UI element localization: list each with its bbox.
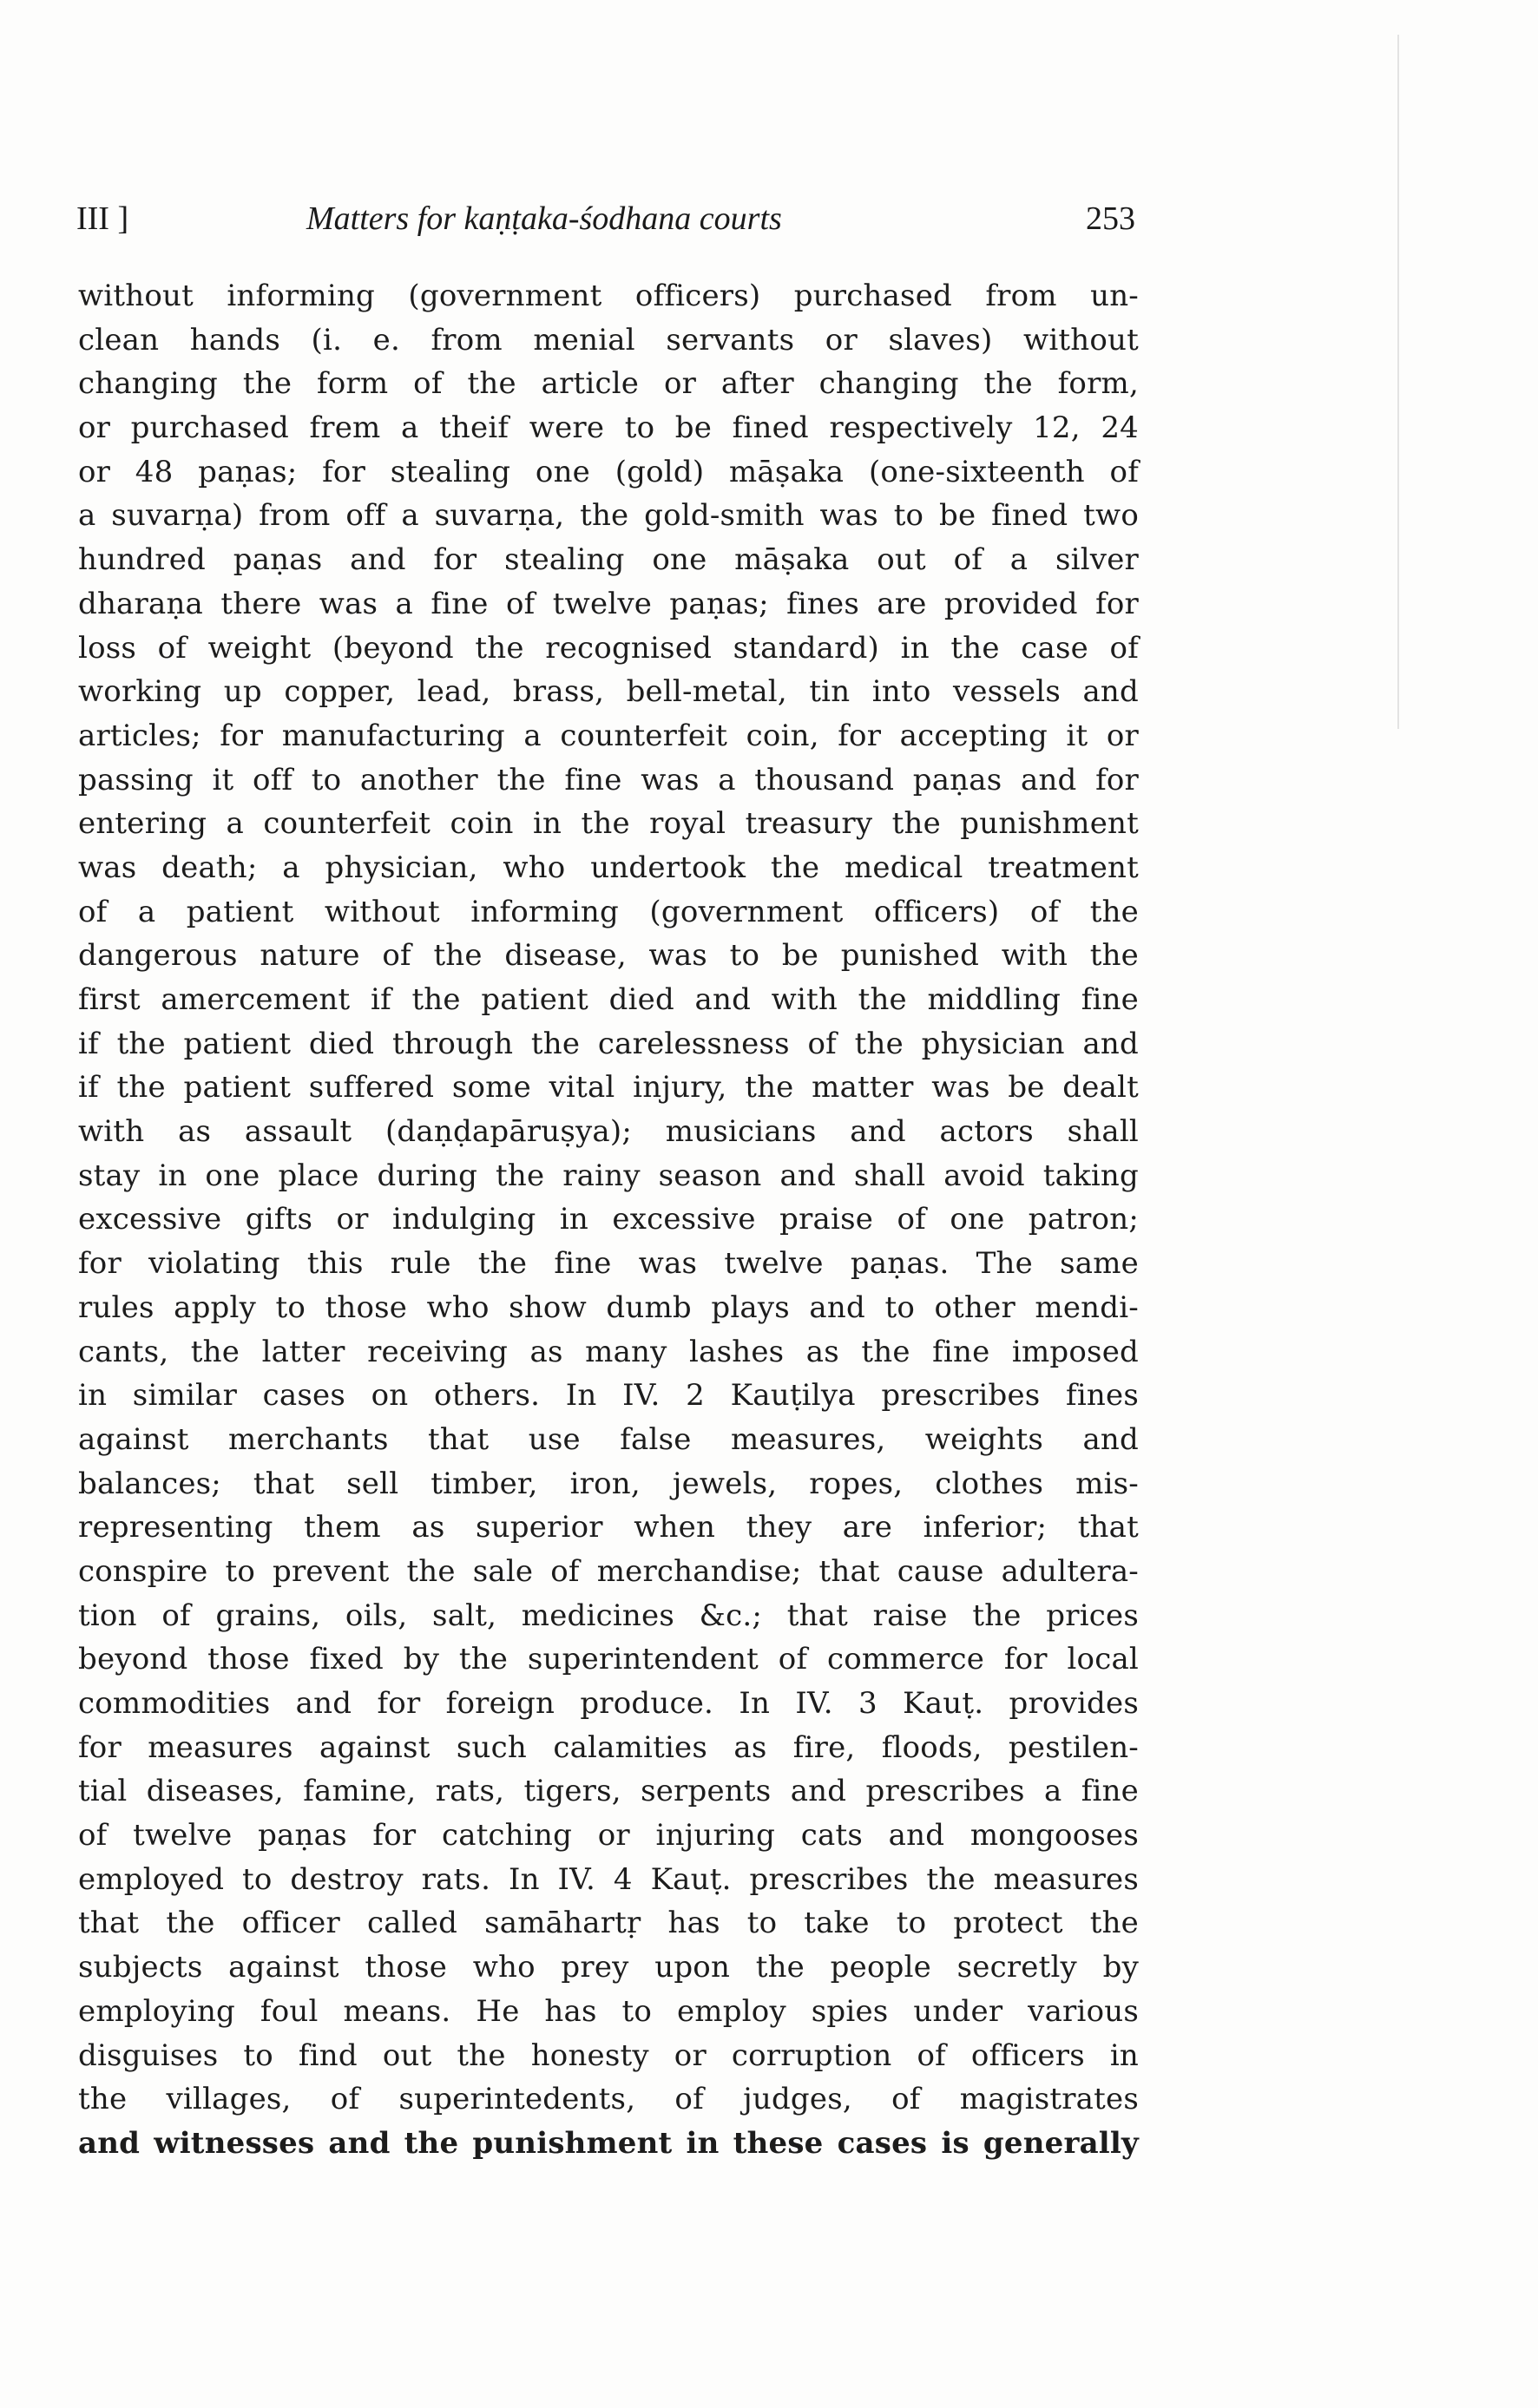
text-line: with as assault (daṇḍapāruṣya); musicians and actors shall <box>78 1114 1139 1150</box>
text-line: that the officer called samāhartṛ has to take to protect the <box>78 1906 1139 1941</box>
text-line: without informing (government officers) purchased from un- <box>78 279 1139 313</box>
text-line: changing the form of the article or after changing the form, <box>78 366 1139 402</box>
text-line: employing foul means. He has to employ spies under various <box>78 1993 1139 2029</box>
text-line: excessive gifts or indulging in excessive praise of one patron; <box>78 1202 1139 1237</box>
text-line: entering a counterfeit coin in the royal treasury the punishment <box>78 806 1139 842</box>
running-title: Matters for kaṇṭaka-śodhana courts <box>306 200 782 237</box>
text-line: was death; a physician, who undertook the medical treatment <box>78 850 1139 885</box>
text-line: and witnesses and the punishment in these cases is generally <box>78 2125 1139 2161</box>
text-line: the villages, of superintedents, of judges, of magistrates <box>78 2082 1139 2117</box>
text-line: of a patient without informing (government officers) of the <box>78 894 1139 929</box>
text-line: dangerous nature of the disease, was to be punished with the <box>78 938 1139 974</box>
text-line: beyond those fixed by the superintendent of commerce for local <box>78 1642 1139 1677</box>
text-line: conspire to prevent the sale of merchandise; that cause adultera- <box>78 1553 1139 1589</box>
page-number: 253 <box>1086 200 1135 237</box>
chapter-number: III ] <box>76 200 129 237</box>
text-line: if the patient died through the carelessness of the physician and <box>78 1026 1139 1061</box>
text-line: hundred paṇas and for stealing one māṣaka out of a silver <box>78 542 1139 578</box>
text-line: for measures against such calamities as fire, floods, pestilen- <box>78 1729 1139 1765</box>
text-line: employed to destroy rats. In IV. 4 Kauṭ. prescribes the measures <box>78 1861 1139 1897</box>
text-line: or purchased frem a theif were to be fined respectively 12, 24 <box>78 410 1139 446</box>
running-head <box>76 193 1135 245</box>
text-line: if the patient suffered some vital injury, the matter was be dealt <box>78 1070 1139 1106</box>
text-line: rules apply to those who show dumb plays and to other mendi- <box>78 1289 1139 1325</box>
text-line: of twelve paṇas for catching or injuring cats and mongooses <box>78 1818 1139 1854</box>
text-line: balances; that sell timber, iron, jewels, ropes, clothes mis- <box>78 1466 1139 1501</box>
text-line: for violating this rule the fine was twelve paṇas. The same <box>78 1246 1139 1282</box>
text-line: loss of weight (beyond the recognised standard) in the case of <box>78 630 1139 666</box>
page-edge-line <box>1397 35 1399 729</box>
text-line: stay in one place during the rainy season and shall avoid taking <box>78 1158 1139 1193</box>
text-line: passing it off to another the fine was a thousand paṇas and for <box>78 762 1139 797</box>
text-line: or 48 paṇas; for stealing one (gold) māṣaka (one-sixteenth of <box>78 454 1139 489</box>
text-line: disguises to find out the honesty or corruption of officers in <box>78 2037 1139 2073</box>
text-line: subjects against those who prey upon the people secretly by <box>78 1950 1139 1985</box>
text-line: tial diseases, famine, rats, tigers, serpents and prescribes a fine <box>78 1774 1139 1809</box>
text-line: against merchants that use false measures, weights and <box>78 1421 1139 1457</box>
text-line: working up copper, lead, brass, bell-metal, tin into vessels and <box>78 674 1139 710</box>
text-line: dharaṇa there was a fine of twelve paṇas; fines are provided for <box>78 586 1139 621</box>
text-line: first amercement if the patient died and with the middling fine <box>78 982 1139 1017</box>
text-line: commodities and for foreign produce. In IV. 3 Kauṭ. provides <box>78 1686 1139 1721</box>
text-line: in similar cases on others. In IV. 2 Kauṭilya prescribes fines <box>78 1378 1139 1414</box>
text-line: clean hands (i. e. from menial servants or slaves) without <box>78 322 1139 358</box>
text-line: a suvarṇa) from off a suvarṇa, the gold-smith was to be fined two <box>78 498 1139 534</box>
text-line: tion of grains, oils, salt, medicines &c.; that raise the prices <box>78 1598 1139 1633</box>
body-text <box>78 274 1139 2166</box>
text-line: representing them as superior when they are inferior; that <box>78 1510 1139 1545</box>
text-line: articles; for manufacturing a counterfeit coin, for accepting it or <box>78 718 1139 753</box>
text-line: cants, the latter receiving as many lashes as the fine imposed <box>78 1334 1139 1369</box>
